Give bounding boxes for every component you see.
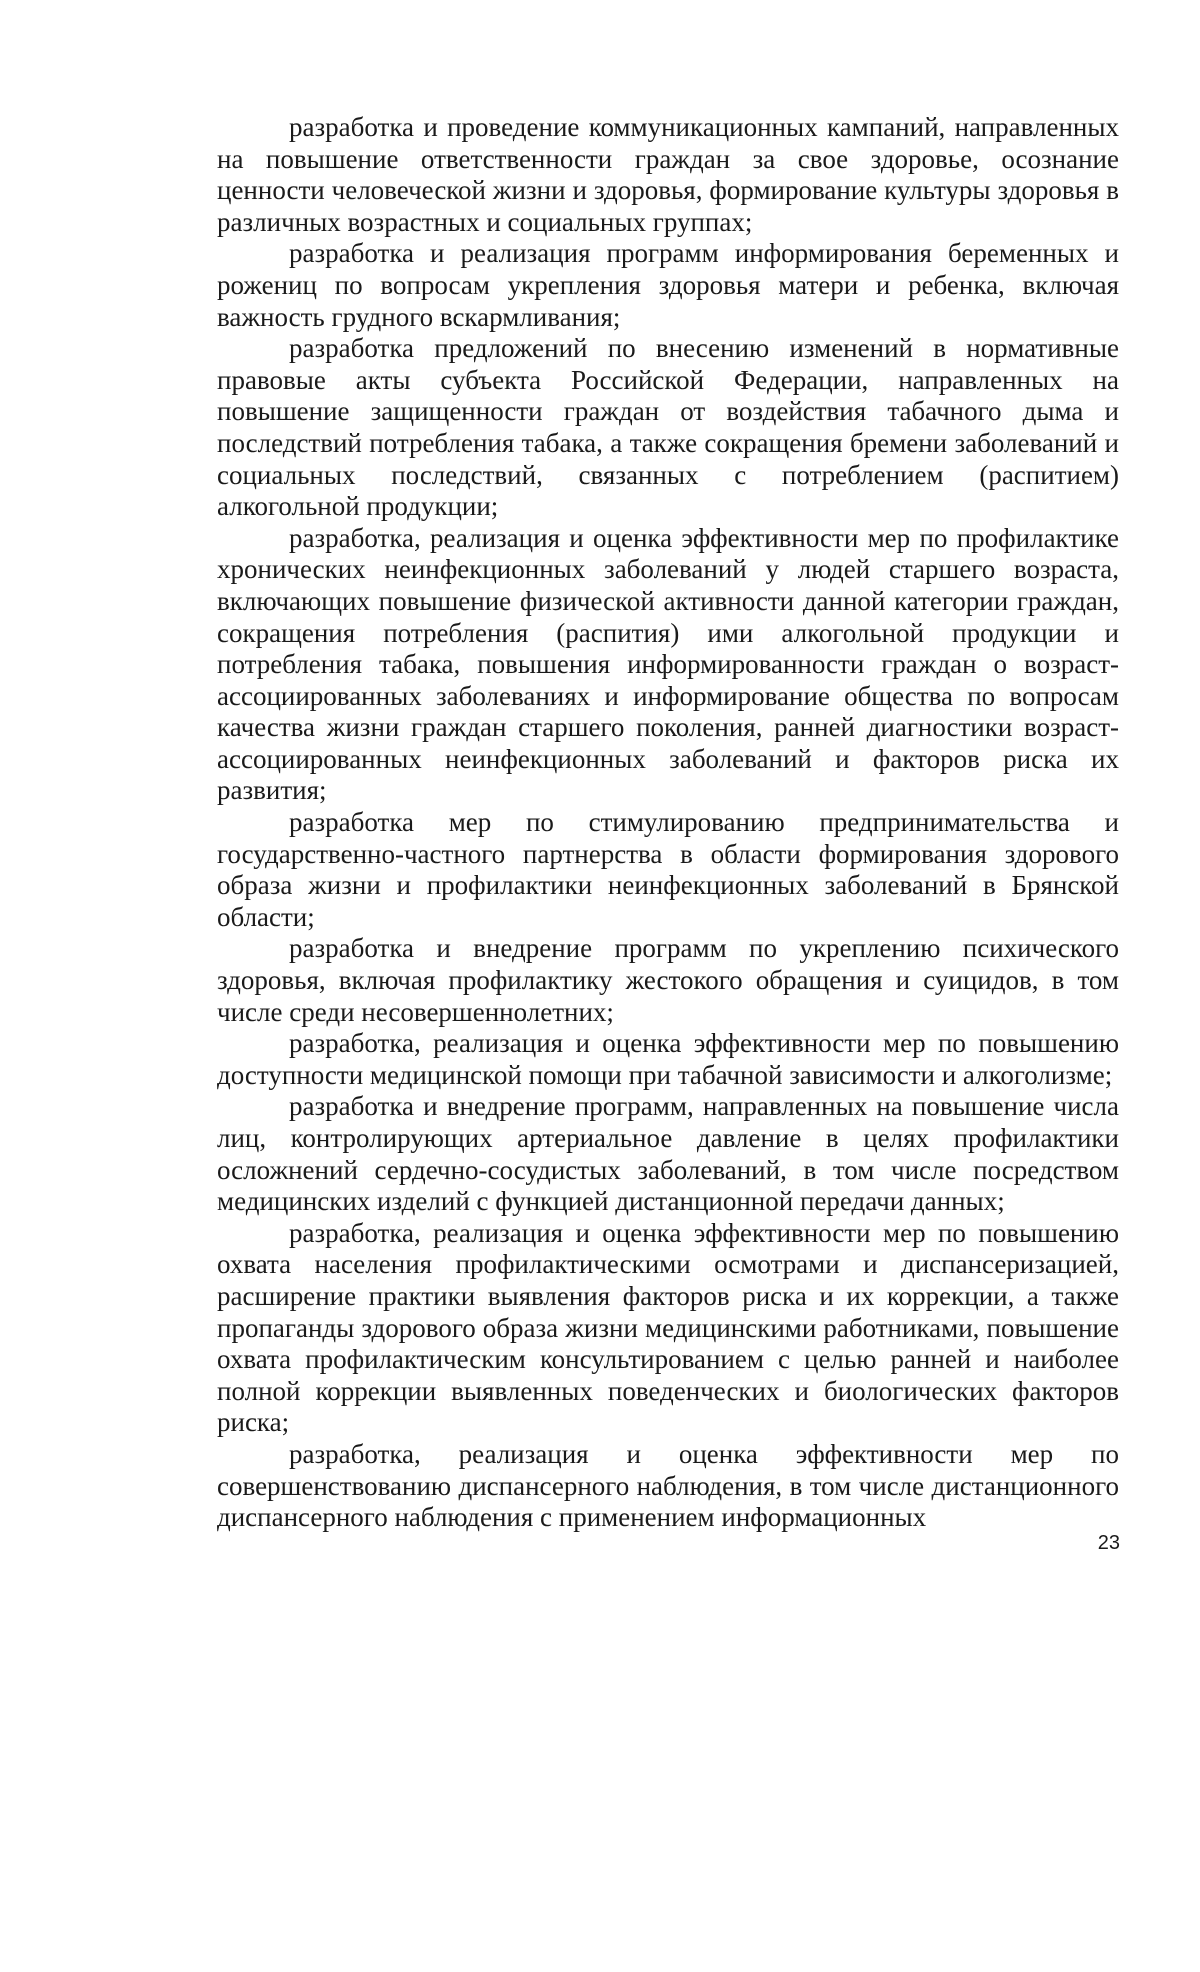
paragraph-blood-pressure: разработка и внедрение программ, направленных на повышение числа лиц, контролирующих артериальное давление в целях профилактики осложнений сердечно-сосудистых заболеваний, в том числе посредством медицинских изделий с функцией дистанционной передачи данных; — [217, 1091, 1119, 1217]
page-number: 23 — [1097, 1532, 1120, 1554]
paragraph-addiction-care: разработка, реализация и оценка эффективности мер по повышению доступности медицинской помощи при табачной зависимости и алкоголизме; — [217, 1028, 1119, 1090]
paragraph-elderly-prevention: разработка, реализация и оценка эффективности мер по профилактике хронических неинфекционных заболеваний у людей старшего возраста, включающих повышение физической активности данной категории граждан, сокращения потребления (распития) ими алкогольной продукции и потребления табака, повышения информированности граждан о возраст-ассоциированных заболеваниях и информирование общества по вопросам качества жизни граждан старшего поколения, ранней диагностики возраст-ассоциированных неинфекционных заболеваний и факторов риска их развития; — [217, 522, 1119, 806]
body-text — [217, 112, 1119, 1534]
paragraph-mental-health: разработка и внедрение программ по укреплению психического здоровья, включая профилактику жестокого обращения и суицидов, в том числе среди несовершеннолетних; — [217, 933, 1119, 1027]
paragraph-pregnant-informing: разработка и реализация программ информирования беременных и рожениц по вопросам укрепления здоровья матери и ребенка, включая важность грудного вскармливания; — [217, 238, 1119, 332]
paragraph-entrepreneurship: разработка мер по стимулированию предпринимательства и государственно-частного партнерства в области формирования здорового образа жизни и профилактики неинфекционных заболеваний в Брянской области; — [217, 807, 1119, 932]
paragraph-legislation-proposals: разработка предложений по внесению изменений в нормативные правовые акты субъекта Российской Федерации, направленных на повышение защищенности граждан от воздействия табачного дыма и последствий потребления табака, а также сокращения бремени заболеваний и социальных последствий, связанных с потреблением (распитием) алкогольной продукции; — [217, 333, 1119, 522]
paragraph-communication-campaigns: разработка и проведение коммуникационных кампаний, направленных на повышение ответственности граждан за свое здоровье, осознание ценности человеческой жизни и здоровья, формирование культуры здоровья в различных возрастных и социальных группах; — [217, 112, 1119, 237]
paragraph-screening-coverage: разработка, реализация и оценка эффективности мер по повышению охвата населения профилактическими осмотрами и диспансеризацией, расширение практики выявления факторов риска и их коррекции, а также пропаганды здорового образа жизни медицинскими работниками, повышение охвата профилактическим консультированием с целью ранней и наиболее полной коррекции выявленных поведенческих и биологических факторов риска; — [217, 1217, 1119, 1438]
paragraph-dispensary-observation: разработка, реализация и оценка эффективности мер по совершенствованию диспансерного наблюдения, в том числе дистанционного диспансерного наблюдения с применением информационных — [217, 1438, 1119, 1533]
